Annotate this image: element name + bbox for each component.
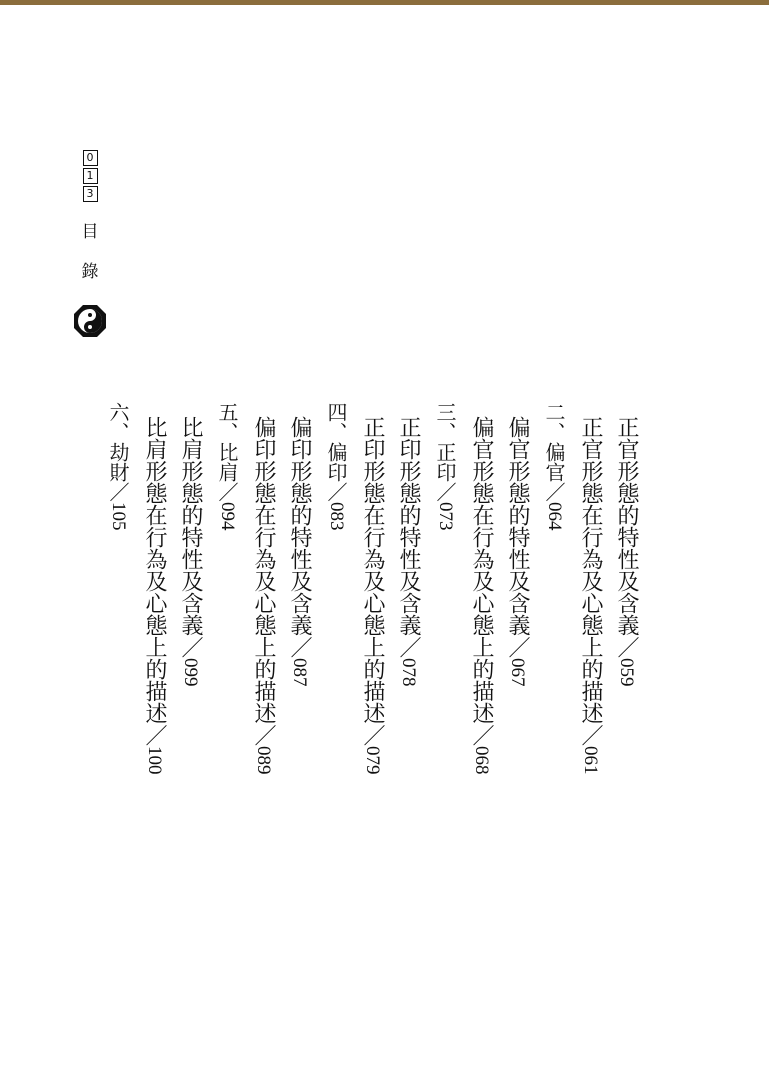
toc-entry-title: 正官形態的特性及含義 [614,416,639,636]
toc-page-number: 073 [435,502,456,531]
toc-separator: ／ [360,724,385,746]
toc-section [214,402,240,802]
page-number [72,150,108,204]
running-title-char: 錄 [81,262,99,282]
toc-separator: ／ [578,724,603,746]
toc-entry-title: 二、偏官 [542,402,566,482]
running-title-char: 目 [81,222,99,242]
toc-entry [287,402,312,802]
toc-page-number: 099 [180,658,201,687]
toc-separator: ／ [614,636,639,658]
toc-page-number: 068 [471,746,492,775]
toc-entry-title: 四、偏印 [324,402,348,482]
toc-separator: ／ [324,482,348,502]
toc-entry [469,402,494,802]
page-number-digit: 0 [83,150,98,166]
toc-separator: ／ [142,724,167,746]
toc-page-number: 079 [362,746,383,775]
toc-page-number: 094 [217,502,238,531]
toc-separator: ／ [505,636,530,658]
toc-entry [578,402,603,802]
page-number-digit: 1 [83,168,98,184]
toc-page-number: 100 [144,746,165,775]
toc-separator: ／ [106,482,130,502]
toc-entry-title: 偏印形態的特性及含義 [287,416,312,636]
toc-separator: ／ [215,482,239,502]
toc-section [541,402,567,802]
toc-section [105,402,131,802]
toc-section [323,402,349,802]
toc-page-number: 105 [108,502,129,531]
toc-entry [142,402,167,802]
toc-entry [360,402,385,802]
toc-entry-title: 偏官形態在行為及心態上的描述 [469,416,494,724]
page-number-digit: 3 [83,186,98,202]
yin-yang-icon [73,304,107,338]
toc-page-number: 078 [398,658,419,687]
toc-entry-title: 正官形態在行為及心態上的描述 [578,416,603,724]
running-title [72,222,108,302]
toc-entry [251,402,276,802]
toc-separator: ／ [251,724,276,746]
toc-entry-title: 正印形態在行為及心態上的描述 [360,416,385,724]
toc-separator: ／ [396,636,421,658]
toc-separator: ／ [287,636,312,658]
toc-page-number: 059 [616,658,637,687]
toc-entry [178,402,203,802]
toc-page-number: 083 [326,502,347,531]
toc-entry-title: 正印形態的特性及含義 [396,416,421,636]
toc-entry [396,402,421,802]
toc-separator: ／ [433,482,457,502]
toc-separator: ／ [469,724,494,746]
toc-entry-title: 偏印形態在行為及心態上的描述 [251,416,276,724]
toc-entry-title: 偏官形態的特性及含義 [505,416,530,636]
toc-entry [614,402,639,802]
toc-entry-title: 五、比肩 [215,402,239,482]
toc-entry-title: 三、正印 [433,402,457,482]
toc-separator: ／ [542,482,566,502]
toc-entry-title: 六、劫財 [106,402,130,482]
top-rule [0,0,769,5]
toc-page-number: 089 [253,746,274,775]
toc-separator: ／ [178,636,203,658]
toc-section [432,402,458,802]
toc-entry [505,402,530,802]
toc-page-number: 067 [507,658,528,687]
toc-page-number: 061 [580,746,601,775]
toc-page-number: 064 [544,502,565,531]
running-header [72,150,108,338]
table-of-contents [94,402,639,802]
toc-page-number: 087 [289,658,310,687]
toc-entry-title: 比肩形態的特性及含義 [178,416,203,636]
toc-entry-title: 比肩形態在行為及心態上的描述 [142,416,167,724]
